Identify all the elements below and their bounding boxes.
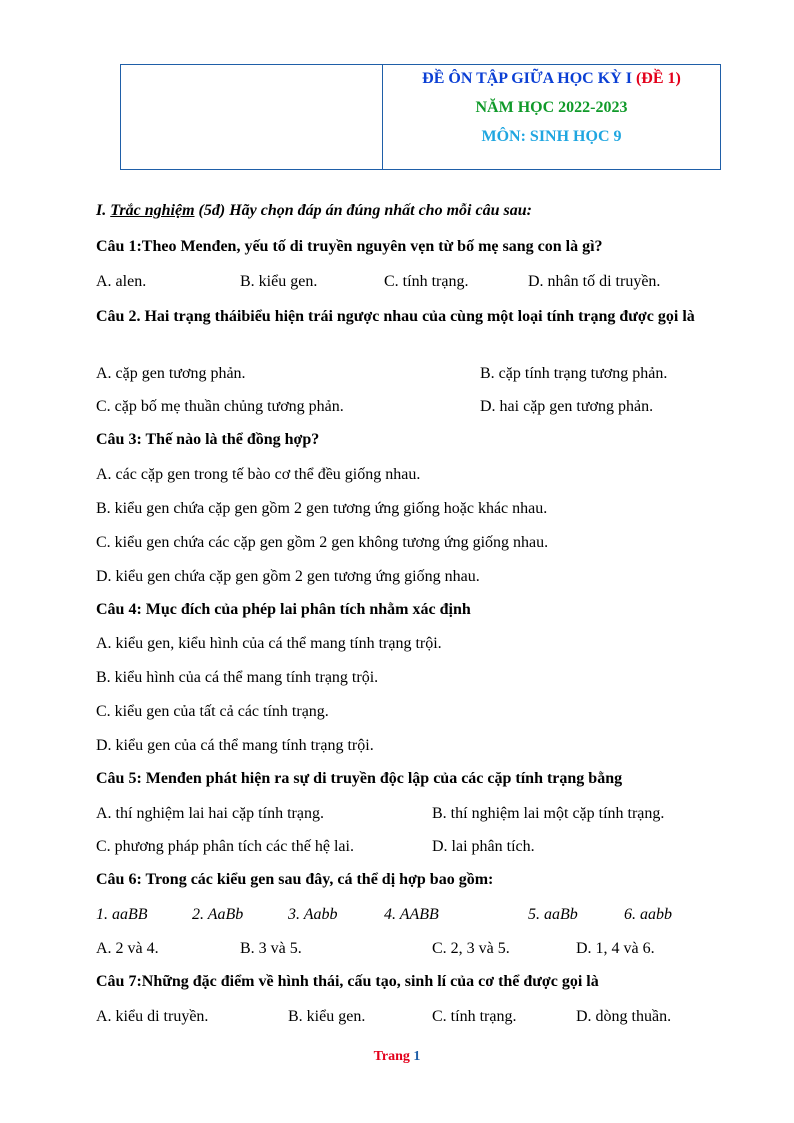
header-right-cell: [383, 65, 720, 169]
q6-genotype-2: 2. AaBb: [192, 906, 244, 923]
header-table: [120, 64, 721, 170]
q3-option-c: C. kiểu gen chứa các cặp gen gồm 2 gen không tương ứng giống nhau.: [96, 534, 549, 551]
question-6: Câu 6: Trong các kiểu gen sau đây, cá thể dị hợp bao gồm:: [96, 871, 494, 888]
q4-option-b: B. kiểu hình của cá thể mang tính trạng trội.: [96, 669, 379, 686]
q6-option-a: A. 2 và 4.: [96, 940, 159, 957]
q5-option-b: B. thí nghiệm lai một cặp tính trạng.: [432, 805, 665, 822]
q5-option-d: D. lai phân tích.: [432, 838, 535, 855]
q6-option-d: D. 1, 4 và 6.: [576, 940, 655, 957]
q4-option-a: A. kiểu gen, kiểu hình của cá thể mang tính trạng trội.: [96, 635, 442, 652]
q6-option-c: C. 2, 3 và 5.: [432, 940, 510, 957]
question-4: Câu 4: Mục đích của phép lai phân tích nhằm xác định: [96, 601, 471, 618]
q4-option-c: C. kiểu gen của tất cả các tính trạng.: [96, 703, 329, 720]
q6-genotype-4: 4. AABB: [384, 906, 439, 923]
q1-option-c: C. tính trạng.: [384, 273, 469, 290]
q2-option-a: A. cặp gen tương phản.: [96, 365, 246, 382]
q7-option-a: A. kiểu di truyền.: [96, 1008, 209, 1025]
q5-option-c: C. phương pháp phân tích các thế hệ lai.: [96, 838, 354, 855]
q2-option-b: B. cặp tính trạng tương phản.: [480, 365, 668, 382]
subject: MÔN: SINH HỌC 9: [481, 128, 622, 145]
exam-number: (ĐỀ 1): [635, 70, 681, 87]
q1-option-b: B. kiểu gen.: [240, 273, 318, 290]
exam-title-text: ĐỀ ÔN TẬP GIỮA HỌC KỲ I: [422, 70, 636, 87]
header-left-cell: [121, 65, 383, 169]
footer-label: Trang: [373, 1049, 410, 1064]
section-name: Trắc nghiệm: [110, 202, 195, 219]
q6-genotype-6: 6. aabb: [624, 906, 672, 923]
q3-option-d: D. kiểu gen chứa cặp gen gồm 2 gen tương ứng giống nhau.: [96, 568, 480, 585]
q6-genotype-5: 5. aaBb: [528, 906, 578, 923]
q7-option-c: C. tính trạng.: [432, 1008, 517, 1025]
page-number: 1: [413, 1049, 421, 1064]
q3-option-b: B. kiểu gen chứa cặp gen gồm 2 gen tương ứng giống hoặc khác nhau.: [96, 500, 548, 517]
section-roman: I.: [96, 202, 111, 219]
q6-option-b: B. 3 và 5.: [240, 940, 302, 957]
question-5: Câu 5: Menđen phát hiện ra sự di truyền độc lập của các cặp tính trạng bằng: [96, 770, 623, 787]
page-footer: [0, 1049, 794, 1065]
q6-genotype-3: 3. Aabb: [288, 906, 338, 923]
q6-genotype-1: 1. aaBB: [96, 906, 148, 923]
section-instruction: Hãy chọn đáp án đúng nhất cho mỗi câu sau:: [225, 202, 532, 219]
section-heading: [96, 202, 532, 220]
q1-option-a: A. alen.: [96, 273, 147, 290]
section-points: (5đ): [198, 202, 226, 219]
q4-option-d: D. kiểu gen của cá thể mang tính trạng trội.: [96, 737, 374, 754]
question-7: Câu 7:Những đặc điểm về hình thái, cấu tạo, sinh lí của cơ thể được gọi là: [96, 973, 599, 990]
question-1: Câu 1:Theo Menđen, yếu tố di truyền nguyên vẹn từ bố mẹ sang con là gì?: [96, 238, 603, 255]
q7-option-b: B. kiểu gen.: [288, 1008, 366, 1025]
q5-option-a: A. thí nghiệm lai hai cặp tính trạng.: [96, 805, 324, 822]
q1-option-d: D. nhân tố di truyền.: [528, 273, 661, 290]
question-2: Câu 2. Hai trạng tháibiểu hiện trái ngược nhau của cùng một loại tính trạng được gọi là: [96, 308, 695, 325]
school-year: NĂM HỌC 2022-2023: [475, 99, 628, 116]
q2-option-c: C. cặp bố mẹ thuần chủng tương phản.: [96, 398, 344, 415]
q7-option-d: D. dòng thuần.: [576, 1008, 672, 1025]
q3-option-a: A. các cặp gen trong tế bào cơ thể đều giống nhau.: [96, 466, 421, 483]
exam-title: [383, 70, 720, 88]
q2-option-d: D. hai cặp gen tương phản.: [480, 398, 654, 415]
question-3: Câu 3: Thế nào là thể đồng hợp?: [96, 431, 320, 448]
